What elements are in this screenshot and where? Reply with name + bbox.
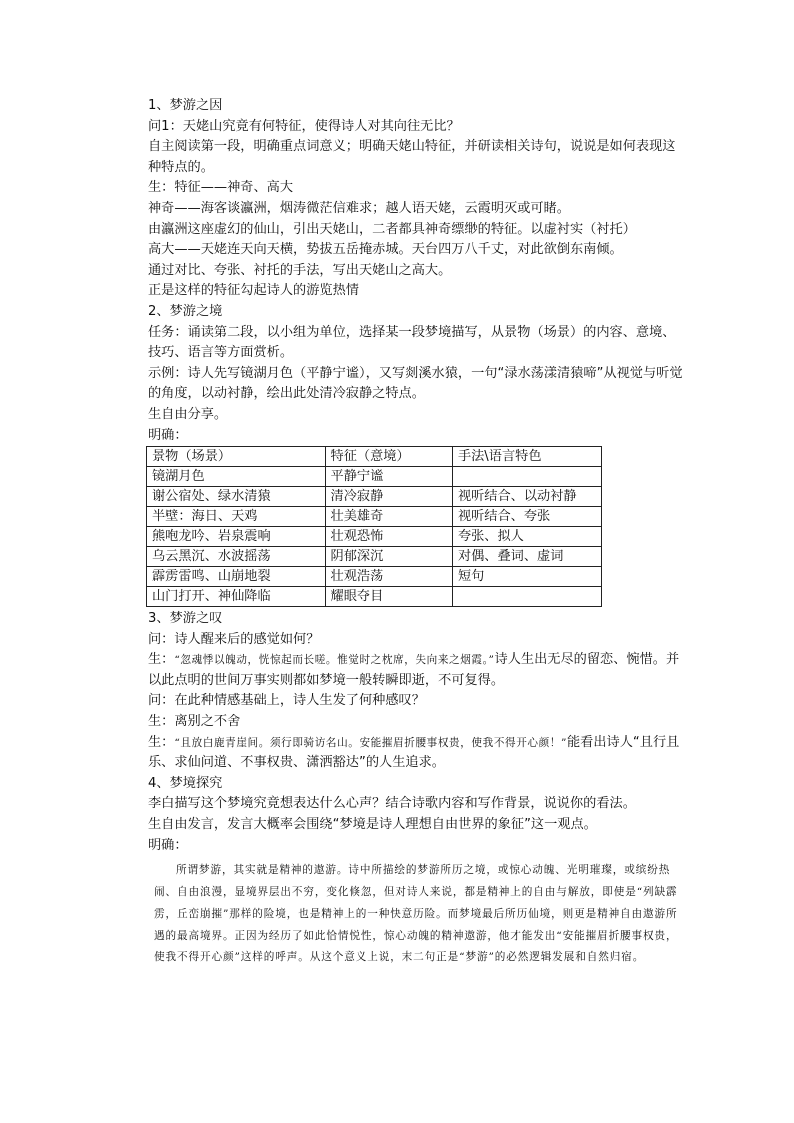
share-text: 生自由分享。 [148, 406, 228, 422]
answer-line: 神奇——海客谈瀛洲，烟涛微茫信难求；越人语天姥，云霞明灭或可睹。 [148, 200, 570, 216]
table-cell: 夸张、拟人 [452, 527, 601, 547]
question-text: 问：在此种情感基础上，诗人生发了何种感叹？ [148, 693, 425, 709]
section-1-heading: 1、梦游之因 [148, 98, 223, 113]
section-2-heading: 2、梦游之境 [148, 303, 223, 319]
table-cell: 平静宁谧 [325, 467, 452, 487]
essay-paragraph: 所谓梦游，其实就是精神的遨游。诗中所描绘的梦游所历之境，或惊心动魄、光明璀璨，或缤纷热闹、自由浪漫，显境界层出不穷，变化倏忽，但对诗人来说，都是精神上的自由与解放，即使是“列缺霹雳，丘峦崩摧”那样的险境，也是精神上的一种快意历险。而梦境最后所历仙境，则更是精神自由遨游所遇的最高境界。正因为经历了如此恰情悦性，惊心动魄的精神遨游，他才能发出“安能摧眉折腰事权贵，使我不得开心颜”这样的呼声。从这个意义上说，末二句正是“梦游”的必然逻辑发展和自然归宿。 [154, 864, 678, 964]
column-header: 景物（场景） [147, 447, 326, 467]
example-text: 示例：诗人先写镜湖月色（平静宁谧），又写剡溪水猿，一句“渌水荡漾清猿啼”从视觉与听觉的角度，以动衬静，绘出此处清冷寂静之特点。 [148, 365, 683, 402]
table-row [147, 587, 602, 607]
table-row [147, 567, 602, 587]
table-cell: 壮观恐怖 [325, 527, 452, 547]
answer-text: 能看出诗人“且行且乐、求仙问道、不事权贵、潇洒豁达”的人生追求。 [148, 734, 680, 771]
column-header: 手法\语言特色 [452, 447, 601, 467]
clear-label: 明确： [148, 837, 188, 853]
student-answer: 生：特征——神奇、高大 [148, 180, 294, 196]
answer-paragraph [148, 650, 688, 691]
document-body [148, 96, 688, 969]
table-cell: 短句 [452, 567, 601, 587]
table-cell [452, 587, 601, 607]
section-4-heading: 4、梦境探究 [148, 775, 223, 791]
table-cell: 熊咆龙吟、岩泉震响 [147, 527, 326, 547]
clear-label: 明确： [148, 427, 188, 443]
reading-task: 自主阅读第一段，明确重点词意义；明确天姥山特征，并研读相关诗句，说说是如何表现这种特点的。 [148, 139, 676, 175]
question-text: 问：诗人醒来后的感觉如何？ [148, 631, 320, 647]
answer-line: 由瀛洲这座虚幻的仙山，引出天姥山，二者都具神奇缥缈的特征。以虚衬实（衬托） [148, 221, 636, 237]
answer-prefix: 生： [148, 734, 175, 750]
table-cell: 半壁：海日、天鸡 [147, 507, 326, 527]
table-cell: 对偶、叠词、虚词 [452, 547, 601, 567]
answer-paragraph [148, 733, 688, 774]
section-3-heading: 3、梦游之叹 [148, 611, 223, 627]
answer-text: 诗人生出无尽的留恋、惋惜。并以此点明的世间万事实则都如梦境一般转瞬即逝，不可复得。 [148, 652, 680, 688]
table-cell: 视听结合、夸张 [452, 507, 601, 527]
answer-prefix: 生： [148, 652, 175, 668]
task-text: 任务：诵读第二段，以小组为单位，选择某一段梦境描写，从景物（场景）的内容、意境、技巧、语言等方面赏析。 [148, 324, 676, 361]
table-cell: 乌云黑沉、水波摇荡 [147, 547, 326, 567]
free-talk-text: 生自由发言，发言大概率会围绕“梦境是诗人理想自由世界的象征”这一观点。 [148, 817, 597, 833]
answer-line: 高大——天姥连天向天横，势拔五岳掩赤城。天台四万八千丈，对此欲倒东南倾。 [148, 242, 623, 258]
column-header: 特征（意境） [325, 447, 452, 467]
table-cell: 壮美雄奇 [325, 507, 452, 527]
table-cell: 耀眼夺目 [325, 587, 452, 607]
table-row [147, 527, 602, 547]
question-text: 李白描写这个梦境究竟想表达什么心声？结合诗歌内容和写作背景，说说你的看法。 [148, 796, 636, 812]
table-cell: 山门打开、神仙降临 [147, 587, 326, 607]
table-cell: 阴郁深沉 [325, 547, 452, 567]
answer-text: 生：离别之不舍 [148, 714, 241, 730]
table-cell: 壮观浩荡 [325, 567, 452, 587]
table-row [147, 487, 602, 507]
answer-line: 通过对比、夸张、衬托的手法，写出天姥山之高大。 [148, 262, 452, 278]
answer-line: 正是这样的特征勾起诗人的游览热情 [148, 283, 359, 299]
table-cell: 霹雳雷鸣、山崩地裂 [147, 567, 326, 587]
table-cell: 谢公宿处、绿水清猿 [147, 487, 326, 507]
table-header-row [147, 447, 602, 467]
table-row [147, 547, 602, 567]
table-cell: 视听结合、以动衬静 [452, 487, 601, 507]
table-row [147, 467, 602, 487]
scene-table [146, 446, 602, 607]
question-1: 问1：天姥山究竟有何特征，使得诗人对其向往无比？ [148, 118, 460, 134]
table-cell: 清冷寂静 [325, 487, 452, 507]
table-cell: 镜湖月色 [147, 467, 326, 487]
poem-quote: “且放白鹿青崖间。须行即骑访名山。安能摧眉折腰事权贵，使我不得开心颜！” [174, 736, 567, 749]
poem-quote: “忽魂悸以魄动，恍惊起而长嗟。惟觉时之枕席，失向来之烟霞。” [174, 654, 495, 667]
table-row [147, 507, 602, 527]
table-cell [452, 467, 601, 487]
